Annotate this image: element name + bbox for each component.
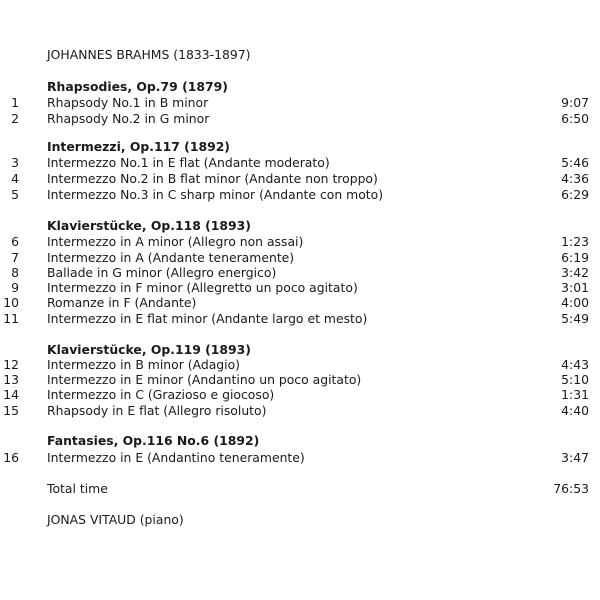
track-row: [0, 387, 600, 403]
track-duration: 1:31: [561, 387, 589, 402]
track-title: Intermezzo in E flat minor (Andante largo et mesto): [47, 311, 368, 326]
track-title: Intermezzo in A minor (Allegro non assai): [47, 234, 304, 249]
track-duration: 5:10: [561, 372, 589, 387]
track-row: [0, 95, 600, 111]
track-duration: 1:23: [561, 234, 589, 249]
section-heading: Rhapsodies, Op.79 (1879): [47, 79, 228, 94]
track-row: [0, 450, 600, 466]
track-title: Ballade in G minor (Allegro energico): [47, 265, 277, 280]
track-title: Intermezzo in C (Grazioso e giocoso): [47, 387, 275, 402]
track-duration: 6:50: [561, 111, 589, 126]
track-number: 15: [3, 403, 19, 418]
track-row: [0, 372, 600, 388]
track-row: [0, 357, 600, 373]
track-number: 7: [11, 250, 19, 265]
track-title: Intermezzo No.3 in C sharp minor (Andante con moto): [47, 187, 384, 202]
track-title: Intermezzo in F minor (Allegretto un poco agitato): [47, 280, 358, 295]
track-number: 3: [11, 155, 19, 170]
track-duration: 4:00: [561, 295, 589, 310]
section-heading: Klavierstücke, Op.119 (1893): [47, 342, 251, 357]
track-duration: 9:07: [561, 95, 589, 110]
track-duration: 4:43: [561, 357, 589, 372]
track-title: Intermezzo in B minor (Adagio): [47, 357, 241, 372]
track-row: [0, 295, 600, 311]
track-row: [0, 280, 600, 296]
track-title: Rhapsody No.1 in B minor: [47, 95, 209, 110]
track-duration: 3:42: [561, 265, 589, 280]
composer-heading: JOHANNES BRAHMS (1833-1897): [47, 47, 251, 62]
track-number: 6: [11, 234, 19, 249]
track-number: 12: [3, 357, 19, 372]
track-row: [0, 250, 600, 266]
track-number: 4: [11, 171, 19, 186]
track-number: 16: [3, 450, 19, 465]
track-number: 10: [3, 295, 19, 310]
track-number: 1: [11, 95, 19, 110]
section-heading: Intermezzi, Op.117 (1892): [47, 139, 230, 154]
track-row: [0, 171, 600, 187]
track-duration: 6:29: [561, 187, 589, 202]
track-row: [0, 111, 600, 127]
track-title: Intermezzo No.2 in B flat minor (Andante non troppo): [47, 171, 378, 186]
track-row: [0, 403, 600, 419]
track-title: Intermezzo in A (Andante teneramente): [47, 250, 295, 265]
section-heading: Fantasies, Op.116 No.6 (1892): [47, 433, 260, 448]
track-duration: 3:47: [561, 450, 589, 465]
total-time-value: 76:53: [553, 481, 589, 496]
track-duration: 4:36: [561, 171, 589, 186]
track-title: Romanze in F (Andante): [47, 295, 197, 310]
track-duration: 3:01: [561, 280, 589, 295]
track-title: Intermezzo in E (Andantino teneramente): [47, 450, 305, 465]
track-row: [0, 265, 600, 281]
track-duration: 6:19: [561, 250, 589, 265]
track-number: 8: [11, 265, 19, 280]
track-number: 5: [11, 187, 19, 202]
track-title: Rhapsody No.2 in G minor: [47, 111, 210, 126]
track-title: Rhapsody in E flat (Allegro risoluto): [47, 403, 267, 418]
track-title: Intermezzo in E minor (Andantino un poco agitato): [47, 372, 362, 387]
track-number: 13: [3, 372, 19, 387]
track-number: 11: [3, 311, 19, 326]
track-duration: 5:46: [561, 155, 589, 170]
track-number: 9: [11, 280, 19, 295]
track-number: 14: [3, 387, 19, 402]
track-duration: 4:40: [561, 403, 589, 418]
track-row: [0, 234, 600, 250]
track-row: [0, 311, 600, 327]
track-title: Intermezzo No.1 in E flat (Andante moderato): [47, 155, 330, 170]
performer-credit: JONAS VITAUD (piano): [47, 512, 184, 527]
track-row: [0, 187, 600, 203]
track-number: 2: [11, 111, 19, 126]
section-heading: Klavierstücke, Op.118 (1893): [47, 218, 251, 233]
total-time-label: Total time: [47, 481, 108, 496]
track-row: [0, 155, 600, 171]
track-duration: 5:49: [561, 311, 589, 326]
